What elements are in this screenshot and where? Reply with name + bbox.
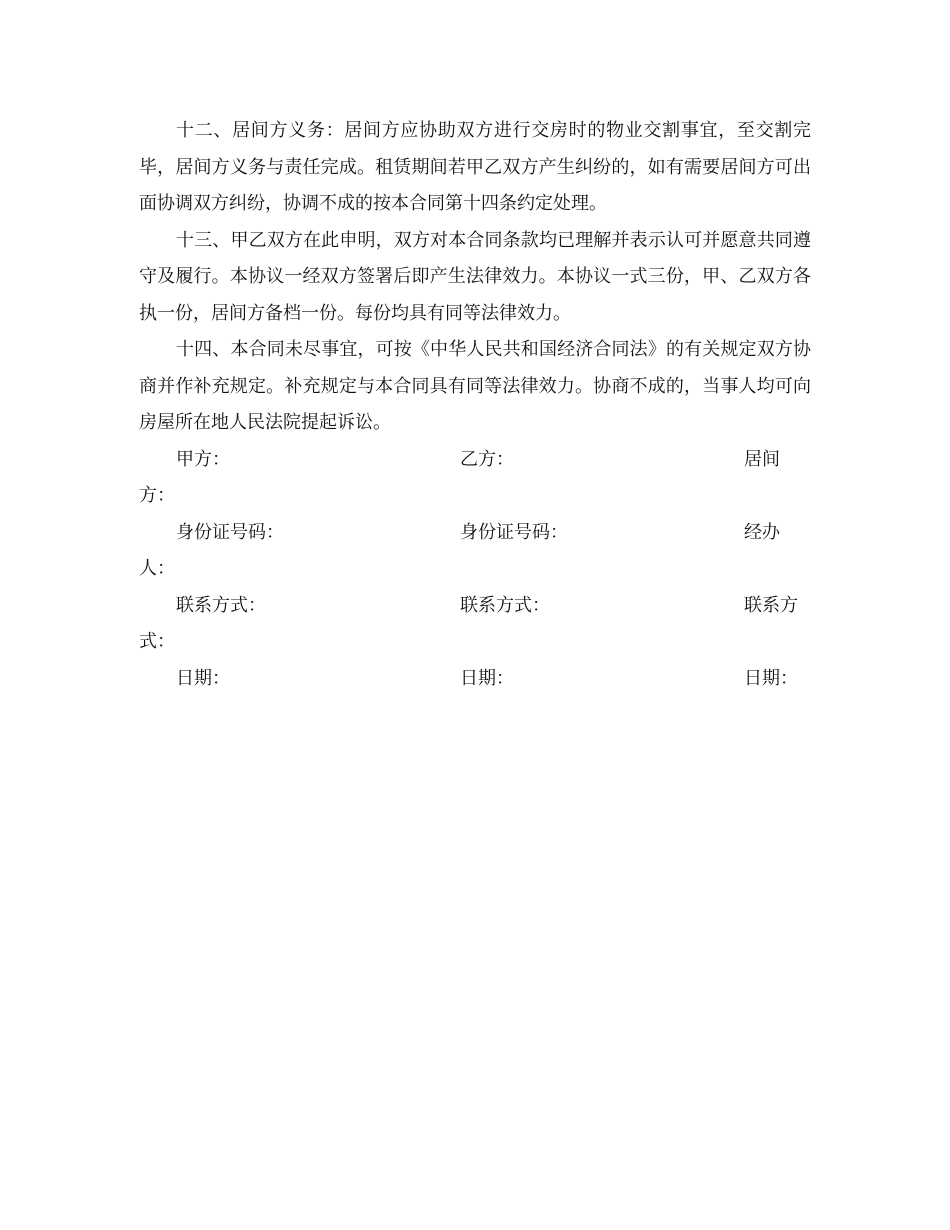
intermediary-date-label: 日期： xyxy=(744,667,798,689)
signature-row-party xyxy=(139,442,811,515)
clause-12: 十二、居间方义务：居间方应协助双方进行交房时的物业交割事宜，至交割完毕，居间方义务与责任完成。租赁期间若甲乙双方产生纠纷的，如有需要居间方可出面协调双方纠纷，协调不成的按本合同第十四条约定处理。 xyxy=(139,120,811,214)
party-b-date-label: 日期： xyxy=(460,667,514,689)
intermediary-contact-label-wrap: 式： xyxy=(139,631,175,652)
party-a-contact-label: 联系方式： xyxy=(176,594,266,616)
party-a-id-label: 身份证号码： xyxy=(176,521,284,543)
signature-row-date xyxy=(139,661,811,698)
party-b-id-label: 身份证号码： xyxy=(460,521,568,543)
intermediary-label-wrap: 方： xyxy=(139,485,175,506)
intermediary-label: 居间 xyxy=(744,448,780,470)
clause-14: 十四、本合同未尽事宜，可按《中华人民共和国经济合同法》的有关规定双方协商并作补充规定。补充规定与本合同具有同等法律效力。协商不成的，当事人均可向房屋所在地人民法院提起诉讼。 xyxy=(139,339,811,433)
intermediary-agent-label-wrap: 人： xyxy=(139,558,175,579)
signature-row-contact xyxy=(139,588,811,661)
party-b-contact-label: 联系方式： xyxy=(460,594,550,616)
contract-body xyxy=(139,113,811,697)
party-a-label: 甲方： xyxy=(176,448,230,470)
intermediary-contact-label: 联系方 xyxy=(744,594,798,616)
party-b-label: 乙方： xyxy=(460,448,514,470)
intermediary-agent-label: 经办 xyxy=(744,521,780,543)
clause-13: 十三、甲乙双方在此申明，双方对本合同条款均已理解并表示认可并愿意共同遵守及履行。本协议一经双方签署后即产生法律效力。本协议一式三份，甲、乙双方各执一份，居间方备档一份。每份均具有同等法律效力。 xyxy=(139,229,811,324)
signature-row-id xyxy=(139,515,811,588)
party-a-date-label: 日期： xyxy=(176,667,230,689)
